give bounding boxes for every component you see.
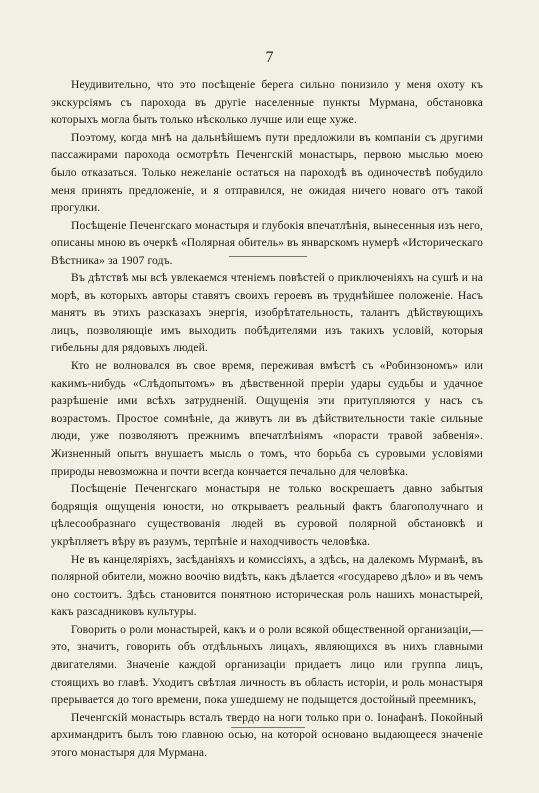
- paragraph: Поэтому, когда мнѣ на дальнѣйшемъ пути предложили въ компаніи съ другими пассажирами парохода осмотрѣть Печенгскій монастырь, первою мыслью моею было отказаться. Только нежеланіе остаться на пароходѣ въ одиночествѣ побудило меня принять предложеніе, и я отправился, не ожидая ничего новаго отъ такой прогулки.: [51, 130, 483, 215]
- paragraph: Говорить о роли монастырей, какъ и о роли всякой общественной организаціи,—это, значитъ, говорить объ отдѣльныхъ лицахъ, являющихся въ нихъ главными двигателями. Значеніе каждой организаціи придаетъ лицо или группа лицъ, стоящихъ во главѣ. Уходитъ свѣтлая личность въ область исторіи, и роль монастыря прерывается до того времени, пока ушедшему не подыщется достойный преемникъ,: [51, 622, 483, 707]
- section-divider: [229, 256, 307, 257]
- paragraph: Посѣщеніе Печенгскаго монастыря и глубокія впечатлѣнія, вынесенныя изъ него, описаны мною въ очеркѣ «Полярная обитель» въ январскомъ нумерѣ «Историческаго Вѣстника» за 1907 годъ.: [51, 218, 483, 267]
- end-divider: [231, 727, 305, 728]
- intro-section: [51, 76, 483, 270]
- paragraph: Въ дѣтствѣ мы всѣ увлекаемся чтеніемъ повѣстей о приключеніяхъ на сушѣ и на морѣ, въ которыхъ авторы ставятъ своихъ героевъ въ труднѣйшее положеніе. Насъ манятъ въ этихъ разсказахъ энергія, изобрѣтательность, талантъ дѣйствующихъ лицъ, позволяющіе имъ выходить побѣдителями изъ такихъ условій, которыя гибельны для рядовыхъ людей.: [51, 271, 483, 355]
- paragraph: Печенгскій монастырь всталъ твердо на ноги только при о. Іонафанѣ. Покойный архимандритъ былъ тою главною осью, на которой основано выдающееся значеніе этого монастыря для Мурмана.: [51, 710, 483, 760]
- main-section: [51, 269, 483, 762]
- paragraph: Кто не волновался въ свое время, переживая вмѣстѣ съ «Робинзономъ» или какимъ-нибудь «Слѣдопытомъ» въ дѣвственной преріи удары судьбы и удачное разрѣшеніе ими всѣхъ затрудненій. Ощущенія эти притупляются у насъ съ возрастомъ. Простое сомнѣніе, да живутъ ли въ дѣйствительности такіе сильные люди, уже позволяютъ прежнимъ впечатлѣніямъ «порасти травой забвенія». Жизненный опытъ внушаетъ мысль о томъ, что борьба съ суровыми условіями природы невозможна и почти всегда кончается печально для человѣка.: [51, 358, 483, 478]
- paragraph: Не въ канцеляріяхъ, засѣданіяхъ и комиссіяхъ, а здѣсь, на далекомъ Мурманѣ, въ полярной обители, можно воочію видѣть, какъ дѣлается «государево дѣло» и въ чемъ оно состоитъ. Здѣсь становится понятною историческая роль нашихъ монастырей, какъ разсадниковъ культуры.: [51, 552, 483, 619]
- page-number: 7: [265, 49, 274, 66]
- paragraph: Посѣщеніе Печенгскаго монастыря не только воскрешаетъ давно забытыя бодрящія ощущенія юности, но открываетъ реальный фактъ благополучнаго и цѣлесообразнаго существованія людей въ суровой полярной обстановкѣ и укрѣпляетъ вѣру въ разумъ, терпѣніе и находчивость человѣка.: [51, 482, 483, 548]
- paragraph: Неудивительно, что это посѣщеніе берега сильно понизило у меня охоту къ экскурсіямъ съ парохода въ другіе населенные пункты Мурмана, обстановка которыхъ могла быть только нѣсколько лучше или еще хуже.: [51, 78, 483, 127]
